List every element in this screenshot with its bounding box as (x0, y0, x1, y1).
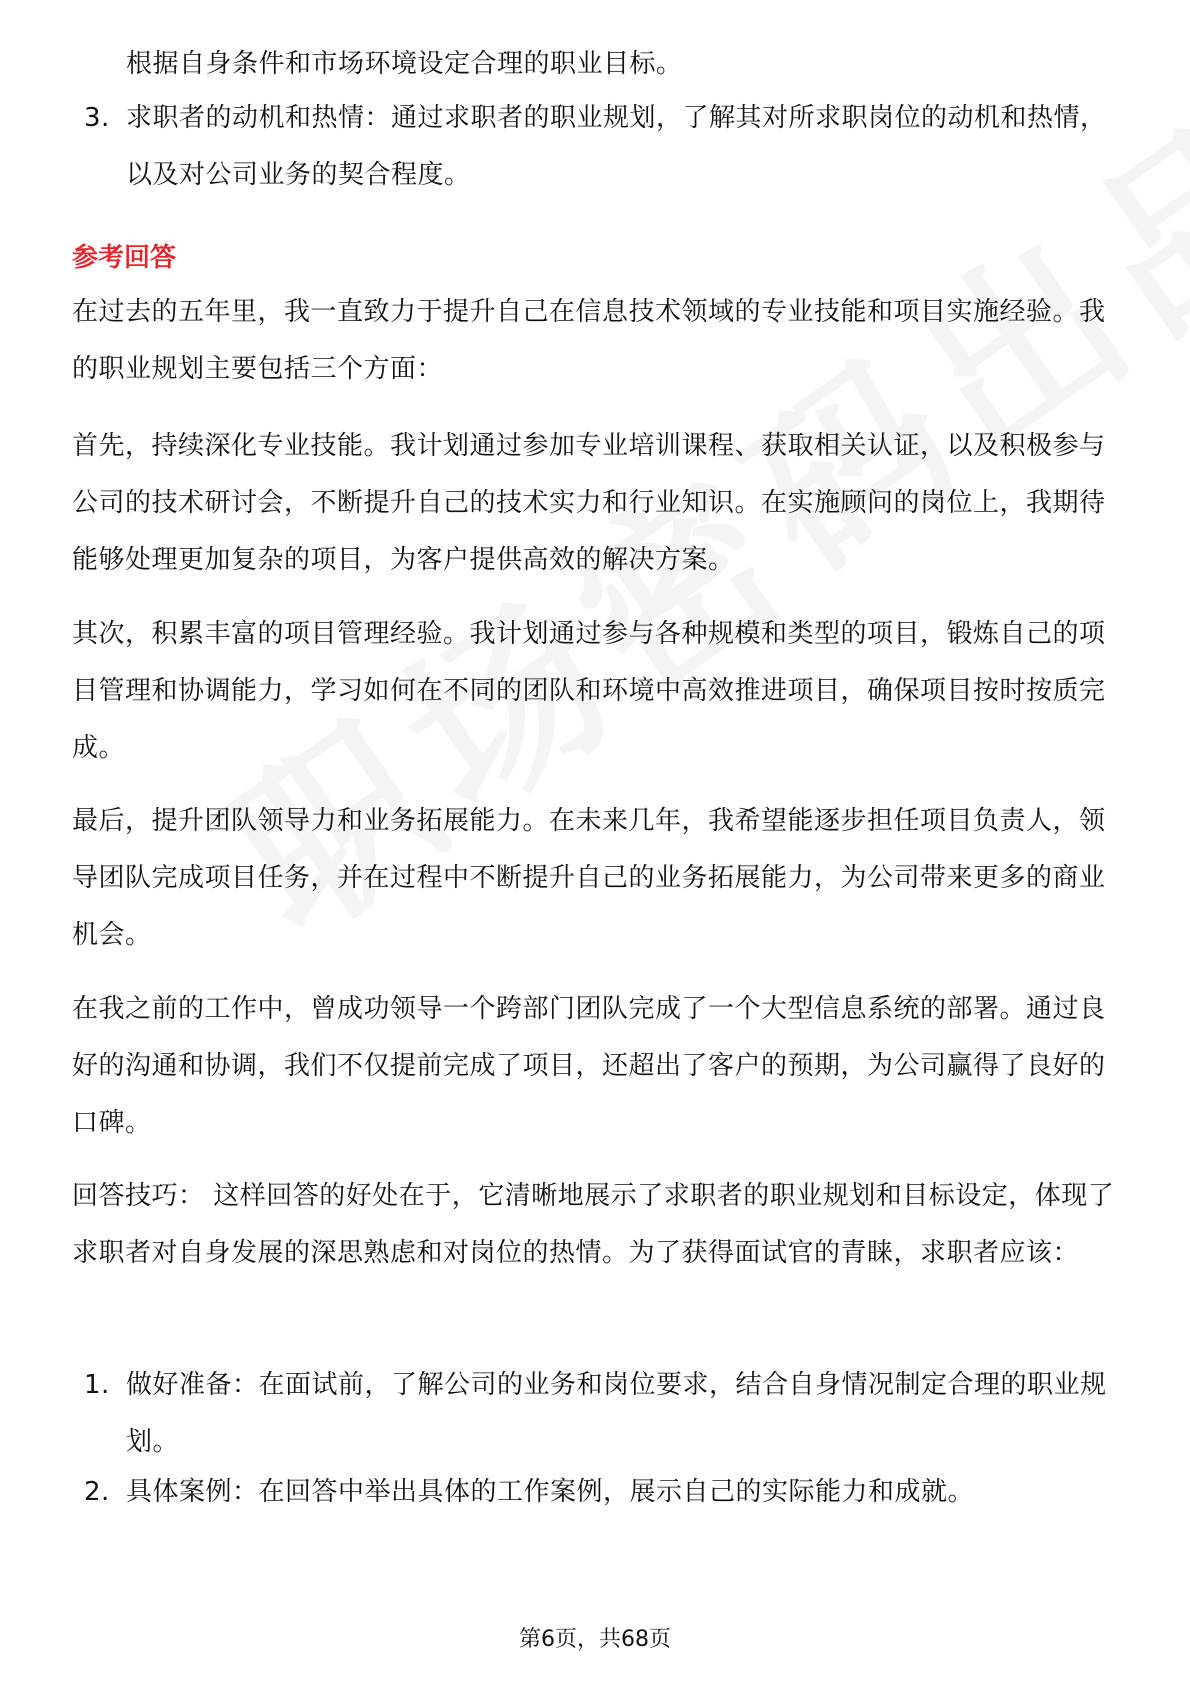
list-text: 具体案例：在回答中举出具体的工作案例，展示自己的实际能力和成就。 (126, 1477, 975, 1507)
list-text: 求职者的动机和热情：通过求职者的职业规划，了解其对所求职岗位的动机和热情，以及对公司业务的契合程度。 (126, 103, 1107, 190)
key-point-item (72, 90, 1118, 204)
tip-item-1 (72, 1357, 1118, 1471)
answer-paragraph-2: 首先，持续深化专业技能。我计划通过参加专业培训课程、获取相关认证，以及积极参与公司的技术研讨会，不断提升自己的技术实力和行业知识。在实施顾问的岗位上，我期待能够处理更加复杂的项目，为客户提供高效的解决方案。 (72, 431, 1106, 575)
tip-item-2 (72, 1464, 1118, 1521)
answer-paragraph-5: 在我之前的工作中，曾成功领导一个跨部门团队完成了一个大型信息系统的部署。通过良好的沟通和协调，我们不仅提前完成了项目，还超出了客户的预期，为公司赢得了良好的口碑。 (72, 994, 1106, 1138)
list-number: 2. (84, 1477, 110, 1507)
list-number: 3. (84, 103, 110, 133)
answer-paragraph-1: 在过去的五年里，我一直致力于提升自己在信息技术领域的专业技能和项目实施经验。我的职业规划主要包括三个方面： (72, 297, 1106, 384)
list-number: 1. (84, 1370, 110, 1400)
answer-paragraph-3: 其次，积累丰富的项目管理经验。我计划通过参与各种规模和类型的项目，锻炼自己的项目管理和协调能力，学习如何在不同的团队和环境中高效推进项目，确保项目按时按质完成。 (72, 619, 1106, 763)
intro-continuation: 根据自身条件和市场环境设定合理的职业目标。 (126, 49, 683, 79)
tips-intro-paragraph: 回答技巧： 这样回答的好处在于，它清晰地展示了求职者的职业规划和目标设定，体现了求职者对自身发展的深思熟虑和对岗位的热情。为了获得面试官的青睐，求职者应该： (72, 1181, 1115, 1268)
list-text: 做好准备：在面试前，了解公司的业务和岗位要求，结合自身情况制定合理的职业规划。 (126, 1370, 1107, 1457)
answer-paragraph-4: 最后，提升团队领导力和业务拓展能力。在未来几年，我希望能逐步担任项目负责人，领导团队完成项目任务，并在过程中不断提升自己的业务拓展能力，为公司带来更多的商业机会。 (72, 806, 1106, 950)
section-heading: 参考回答 (72, 243, 177, 273)
page-number-footer: 第6页，共68页 (519, 1627, 671, 1652)
